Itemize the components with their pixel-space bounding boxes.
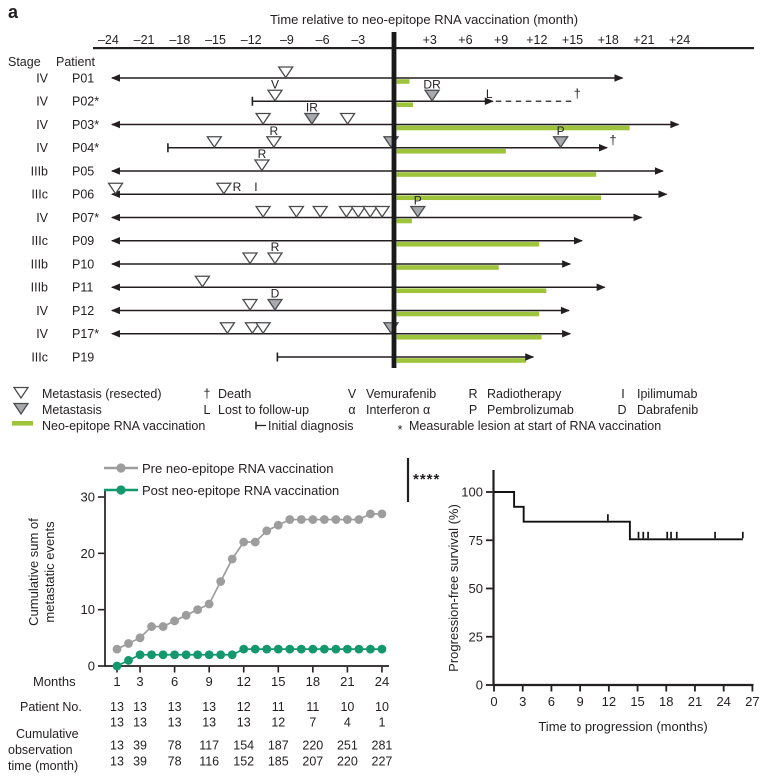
metastasis-resected-marker bbox=[339, 207, 353, 218]
axis-tick-label: +12 bbox=[526, 33, 548, 47]
patient-no-post-value: 13 bbox=[236, 715, 251, 730]
data-point-post bbox=[193, 650, 202, 659]
patient-no-pre-value: 13 bbox=[202, 700, 217, 714]
patient-no-pre-value: 12 bbox=[236, 700, 251, 714]
metastasis-resected-marker bbox=[279, 67, 293, 78]
legend-label: Metastasis bbox=[42, 403, 102, 417]
patient-id: P05 bbox=[72, 164, 95, 179]
patient-no-post-value: 4 bbox=[343, 715, 351, 730]
data-point-pre bbox=[285, 515, 294, 524]
metastasis-resected-marker bbox=[256, 323, 270, 334]
stage-value: IV bbox=[36, 94, 48, 109]
x-tick-label: 12 bbox=[236, 674, 251, 689]
panel-a-label: a bbox=[8, 2, 19, 22]
axis-tick-label: –18 bbox=[169, 33, 191, 47]
vaccination-bar bbox=[397, 358, 526, 363]
left-arrowhead bbox=[111, 260, 120, 267]
data-point-pre bbox=[251, 538, 260, 547]
data-point-pre bbox=[124, 639, 133, 648]
metastasis-resected-marker bbox=[268, 90, 282, 101]
metastasis-resected-marker bbox=[341, 114, 355, 125]
vaccination-bar bbox=[397, 195, 601, 200]
y-tick-label: 20 bbox=[80, 545, 95, 561]
legend-label: Neo-epitope RNA vaccination bbox=[42, 419, 206, 433]
vaccination-bar bbox=[397, 79, 410, 84]
patient-id: P11 bbox=[72, 280, 94, 295]
x-tick-label: 21 bbox=[687, 694, 703, 709]
axis-tick-label: –21 bbox=[133, 33, 155, 47]
patient-id: P10 bbox=[72, 257, 95, 272]
metastasis-resected-marker bbox=[109, 183, 123, 194]
y-tick-label: 25 bbox=[468, 629, 483, 645]
patient-no-pre-value: 13 bbox=[167, 700, 182, 714]
y-tick-label: 30 bbox=[80, 489, 95, 505]
data-point-post bbox=[239, 645, 248, 654]
legend-label: Interferon α bbox=[366, 403, 431, 417]
y-axis-title: metastatic events bbox=[42, 521, 57, 623]
left-arrowhead bbox=[111, 74, 120, 81]
legend-label: Dabrafenib bbox=[637, 403, 699, 417]
data-point-pre bbox=[297, 515, 306, 524]
right-arrowhead bbox=[597, 284, 606, 291]
series-line-post bbox=[117, 649, 382, 666]
data-point-post bbox=[366, 645, 375, 654]
right-arrowhead bbox=[655, 167, 664, 174]
data-point-pre bbox=[193, 605, 202, 614]
right-arrowhead bbox=[574, 237, 583, 244]
obs-time-pre-value: 220 bbox=[302, 738, 324, 753]
metastasis-resected-marker bbox=[363, 207, 377, 218]
x-tick-label: 0 bbox=[490, 694, 498, 709]
data-point-post bbox=[205, 650, 214, 659]
patient-id: P17* bbox=[72, 327, 100, 342]
axis-tick-label: –6 bbox=[315, 33, 330, 47]
right-arrowhead bbox=[561, 307, 570, 314]
legend-symbol: L bbox=[203, 403, 211, 417]
data-point-pre bbox=[239, 538, 248, 547]
axis-tick-label: +3 bbox=[422, 33, 437, 47]
series-line-pre bbox=[117, 514, 382, 649]
data-point-pre bbox=[136, 633, 145, 642]
y-tick-label: 0 bbox=[475, 677, 483, 693]
x-tick-label: 24 bbox=[716, 694, 731, 709]
patient-row-P05 bbox=[31, 147, 664, 178]
stage-value: IIIc bbox=[31, 234, 48, 249]
data-point-post bbox=[159, 650, 168, 659]
x-tick-label: 9 bbox=[576, 694, 584, 709]
chart-legend-label: Pre neo-epitope RNA vaccination bbox=[142, 461, 334, 476]
obs-time-pre-value: 13 bbox=[110, 738, 124, 753]
patient-no-pre-value: 10 bbox=[375, 700, 389, 714]
data-point-post bbox=[262, 645, 271, 654]
patient-row-P06 bbox=[31, 180, 667, 202]
metastasis-resected-legend-icon bbox=[14, 388, 28, 399]
y-tick-label: 75 bbox=[468, 532, 483, 548]
legend-label: Vemurafenib bbox=[366, 387, 437, 401]
obs-time-post-value: 185 bbox=[267, 754, 289, 769]
data-point-post bbox=[297, 645, 306, 654]
right-arrowhead bbox=[614, 74, 623, 81]
patient-id: P03* bbox=[72, 117, 100, 132]
data-point-pre bbox=[216, 577, 225, 586]
data-point-post bbox=[113, 662, 122, 671]
legend-label: Measurable lesion at start of RNA vaccination bbox=[409, 419, 662, 433]
patient-no-post-value: 1 bbox=[378, 715, 386, 730]
obs-time-label: Cumulative bbox=[16, 727, 79, 741]
axis-tick-label: +15 bbox=[561, 33, 584, 47]
x-tick-label: 15 bbox=[630, 694, 645, 709]
data-point-post bbox=[355, 645, 364, 654]
stage-value: IV bbox=[36, 303, 48, 318]
obs-time-pre-value: 78 bbox=[167, 738, 182, 753]
x-tick-label: 9 bbox=[205, 674, 213, 689]
metastasis-resected-marker bbox=[243, 300, 257, 311]
data-point-post bbox=[378, 645, 387, 654]
y-axis-title: Progression-free survival (%) bbox=[446, 504, 461, 672]
patient-id: P01 bbox=[72, 71, 95, 86]
y-tick-label: 0 bbox=[87, 658, 95, 674]
left-arrowhead bbox=[111, 330, 120, 337]
patient-row-P03 bbox=[36, 101, 679, 132]
left-arrowhead bbox=[111, 284, 120, 291]
significance-stars: **** bbox=[413, 471, 441, 488]
patient-no-pre-value: 10 bbox=[340, 700, 355, 714]
metastasis-resected-marker bbox=[313, 207, 327, 218]
legend-label: Radiotherapy bbox=[487, 387, 562, 401]
legend-symbol: R bbox=[468, 387, 478, 401]
swimmer-title: Time relative to neo-epitope RNA vaccination (month) bbox=[269, 12, 579, 27]
treatment-letter: P bbox=[413, 193, 422, 208]
chart-legend-dot bbox=[116, 485, 125, 494]
treatment-letter: I bbox=[254, 179, 258, 194]
metastasis-resected-marker bbox=[256, 114, 270, 125]
legend-symbol: † bbox=[203, 387, 211, 401]
metastasis-resected-marker bbox=[255, 160, 269, 171]
patient-no-pre-value: 13 bbox=[133, 700, 147, 714]
axis-tick-label: +9 bbox=[493, 33, 509, 47]
legend-symbol: α bbox=[348, 403, 356, 417]
x-tick-label: 21 bbox=[340, 674, 355, 689]
patient-no-post-value: 13 bbox=[202, 715, 217, 730]
patient-column-header: Patient bbox=[56, 55, 95, 69]
patient-row-P01 bbox=[36, 67, 623, 85]
vaccination-bar bbox=[397, 219, 412, 224]
right-arrowhead bbox=[525, 353, 534, 360]
metastasis-marker bbox=[305, 114, 319, 125]
data-point-post bbox=[147, 650, 156, 659]
x-tick-label: 6 bbox=[170, 674, 179, 689]
patient-no-pre-value: 13 bbox=[110, 700, 124, 714]
patient-no-pre-value: 11 bbox=[306, 700, 320, 714]
obs-time-label: observation bbox=[8, 743, 73, 757]
right-arrowhead bbox=[659, 191, 668, 198]
km-survival-curve bbox=[494, 492, 743, 539]
patient-row-P09 bbox=[31, 234, 583, 248]
patient-no-pre-value: 11 bbox=[271, 700, 285, 714]
patient-no-post-value: 13 bbox=[110, 715, 124, 730]
obs-time-pre-value: 39 bbox=[133, 738, 147, 753]
data-point-pre bbox=[170, 617, 179, 626]
patient-id: P04* bbox=[72, 141, 100, 156]
metastasis-resected-marker bbox=[195, 276, 209, 287]
treatment-letter: R bbox=[269, 123, 279, 138]
treatment-letter: IR bbox=[305, 100, 318, 115]
data-point-post bbox=[343, 645, 352, 654]
treatment-letter: R bbox=[232, 179, 242, 194]
right-arrowhead bbox=[562, 330, 571, 337]
legend-symbol: I bbox=[621, 387, 625, 401]
time-axis-line bbox=[93, 47, 754, 49]
metastasis-resected-marker bbox=[351, 207, 365, 218]
patient-row-P11 bbox=[31, 276, 606, 294]
obs-time-pre-value: 281 bbox=[371, 738, 393, 753]
chart-legend-dot bbox=[116, 463, 125, 472]
vaccination-bar bbox=[397, 242, 540, 247]
data-point-pre bbox=[366, 510, 375, 519]
data-point-post bbox=[182, 650, 191, 659]
patient-row-P17 bbox=[36, 323, 571, 341]
metastasis-resected-marker bbox=[289, 207, 303, 218]
y-tick-label: 100 bbox=[461, 484, 483, 500]
stage-value: IV bbox=[36, 117, 48, 132]
metastasis-legend-icon bbox=[14, 404, 28, 415]
right-arrowhead bbox=[670, 121, 679, 128]
legend-symbol: D bbox=[617, 403, 627, 417]
legend-label: Lost to follow-up bbox=[218, 403, 310, 417]
data-point-post bbox=[136, 650, 145, 659]
pfs-kaplan-meier-chart bbox=[440, 453, 766, 783]
metastasis-resected-marker bbox=[217, 183, 231, 194]
obs-time-post-value: 227 bbox=[371, 754, 393, 769]
obs-time-post-value: 220 bbox=[336, 754, 358, 769]
obs-time-pre-value: 154 bbox=[233, 738, 255, 753]
obs-time-label: time (month) bbox=[8, 759, 79, 773]
metastasis-resected-marker bbox=[375, 207, 389, 218]
patient-no-post-value: 12 bbox=[271, 715, 286, 730]
treatment-letter: DR bbox=[423, 77, 441, 92]
stage-value: IIIb bbox=[30, 164, 48, 179]
x-tick-label: 18 bbox=[305, 674, 321, 689]
axis-tick-label: –12 bbox=[240, 33, 262, 47]
data-point-post bbox=[274, 645, 283, 654]
right-arrowhead bbox=[599, 144, 608, 151]
data-point-post bbox=[331, 645, 340, 654]
obs-time-pre-value: 251 bbox=[336, 738, 358, 753]
data-point-pre bbox=[320, 515, 329, 524]
months-axis-label: Months bbox=[33, 674, 76, 689]
data-point-pre bbox=[205, 600, 214, 609]
legend-symbol: V bbox=[347, 387, 357, 401]
x-tick-label: 6 bbox=[547, 694, 556, 709]
x-tick-label: 3 bbox=[136, 674, 144, 689]
data-point-post bbox=[285, 645, 294, 654]
metastasis-marker bbox=[411, 207, 425, 218]
x-tick-label: 1 bbox=[113, 674, 121, 689]
death-dagger: † bbox=[573, 85, 581, 101]
axis-tick-label: +24 bbox=[668, 33, 691, 47]
data-point-post bbox=[308, 645, 317, 654]
stage-value: IV bbox=[36, 71, 48, 86]
left-arrowhead bbox=[111, 214, 120, 221]
patient-no-post-value: 13 bbox=[167, 715, 182, 730]
treatment-letter: L bbox=[485, 86, 493, 101]
stage-value: IIIb bbox=[30, 257, 48, 272]
data-point-post bbox=[228, 650, 237, 659]
data-point-pre bbox=[355, 515, 364, 524]
chart-legend-label: Post neo-epitope RNA vaccination bbox=[142, 483, 340, 498]
legend-symbol: * bbox=[397, 423, 403, 437]
vaccination-start-line bbox=[392, 32, 397, 368]
x-tick-label: 3 bbox=[519, 694, 527, 709]
y-tick-label: 50 bbox=[468, 581, 483, 596]
obs-time-pre-value: 187 bbox=[267, 738, 289, 753]
data-point-pre bbox=[182, 611, 191, 620]
vaccination-bar-legend-icon bbox=[12, 421, 33, 426]
stage-column-header: Stage bbox=[8, 55, 41, 69]
data-point-pre bbox=[228, 555, 237, 564]
legend-label: Initial diagnosis bbox=[268, 419, 354, 433]
obs-time-post-value: 152 bbox=[233, 754, 255, 769]
legend-symbol: P bbox=[468, 403, 478, 417]
x-tick-label: 27 bbox=[745, 694, 760, 709]
vaccination-bar bbox=[397, 102, 413, 107]
vaccination-bar bbox=[397, 172, 597, 177]
data-point-post bbox=[124, 656, 133, 665]
obs-time-post-value: 116 bbox=[199, 754, 220, 769]
y-tick-label: 10 bbox=[80, 602, 95, 618]
axis-tick-label: –3 bbox=[351, 33, 366, 47]
left-arrowhead bbox=[111, 121, 120, 128]
data-point-post bbox=[216, 650, 225, 659]
right-arrowhead bbox=[562, 260, 571, 267]
patient-id: P12 bbox=[72, 303, 95, 318]
axis-tick-label: –15 bbox=[205, 33, 226, 47]
metastasis-resected-marker bbox=[256, 207, 270, 218]
data-point-pre bbox=[308, 515, 317, 524]
vaccination-bar bbox=[397, 288, 547, 293]
treatment-letter: P bbox=[556, 123, 565, 138]
patient-id: P07* bbox=[72, 210, 100, 225]
stage-value: IV bbox=[36, 141, 48, 156]
stage-value: IV bbox=[36, 210, 48, 225]
patient-no-post-value: 13 bbox=[133, 715, 147, 730]
patient-row-P19 bbox=[31, 350, 534, 364]
legend-label: Metastasis (resected) bbox=[42, 387, 162, 401]
stage-value: IIIc bbox=[31, 187, 48, 202]
data-point-pre bbox=[262, 526, 271, 535]
patient-id: P09 bbox=[72, 234, 95, 249]
obs-time-post-value: 78 bbox=[167, 754, 182, 769]
left-arrowhead bbox=[111, 237, 120, 244]
data-point-pre bbox=[113, 645, 122, 654]
swimmer-legend bbox=[12, 387, 698, 437]
y-axis-title: Cumulative sum of bbox=[26, 518, 41, 626]
obs-time-post-value: 207 bbox=[302, 754, 324, 769]
obs-time-pre-value: 117 bbox=[199, 738, 220, 753]
vaccination-bar bbox=[397, 335, 542, 340]
data-point-pre bbox=[159, 622, 168, 631]
metastasis-resected-marker bbox=[243, 253, 257, 264]
vaccination-bar bbox=[397, 312, 540, 317]
metastasis-resected-marker bbox=[267, 137, 281, 148]
data-point-pre bbox=[378, 510, 387, 519]
axis-tick-label: +18 bbox=[597, 33, 619, 47]
left-arrowhead bbox=[111, 307, 120, 314]
vaccination-bar bbox=[397, 149, 506, 154]
treatment-letter: R bbox=[257, 147, 267, 161]
stage-value: IIIc bbox=[31, 350, 48, 365]
axis-tick-label: –9 bbox=[279, 33, 294, 47]
metastasis-resected-marker bbox=[268, 253, 282, 264]
treatment-letter: R bbox=[270, 240, 280, 254]
metastasis-resected-marker bbox=[220, 323, 234, 334]
axis-tick-label: –24 bbox=[97, 33, 119, 47]
metastasis-marker bbox=[554, 137, 568, 148]
data-point-post bbox=[170, 650, 179, 659]
left-arrowhead bbox=[111, 167, 120, 174]
data-point-pre bbox=[147, 622, 156, 631]
data-point-post bbox=[251, 645, 260, 654]
metastasis-resected-marker bbox=[207, 137, 221, 148]
patient-id: P06 bbox=[72, 187, 95, 202]
vaccination-bar bbox=[397, 126, 630, 131]
legend-label: Ipilimumab bbox=[637, 387, 698, 401]
axis-tick-label: +21 bbox=[633, 33, 655, 47]
metastasis-marker bbox=[268, 300, 282, 311]
x-axis-title: Time to progression (months) bbox=[538, 719, 708, 734]
stage-value: IV bbox=[36, 327, 48, 342]
vaccination-bar bbox=[397, 265, 499, 270]
data-point-pre bbox=[343, 515, 352, 524]
data-point-pre bbox=[274, 521, 283, 530]
data-point-post bbox=[320, 645, 329, 654]
data-point-pre bbox=[331, 515, 340, 524]
stage-value: IIIb bbox=[30, 280, 48, 295]
legend-label: Pembrolizumab bbox=[487, 403, 574, 417]
patient-id: P19 bbox=[72, 350, 95, 365]
treatment-letter: D bbox=[270, 286, 280, 301]
x-tick-label: 24 bbox=[374, 674, 390, 689]
x-tick-label: 15 bbox=[271, 674, 286, 689]
right-arrowhead bbox=[634, 214, 643, 221]
obs-time-post-value: 39 bbox=[133, 754, 147, 769]
metastasis-marker bbox=[425, 90, 439, 101]
legend-label: Death bbox=[218, 387, 252, 401]
patient-no-label: Patient No. bbox=[20, 700, 82, 714]
obs-time-post-value: 13 bbox=[110, 754, 124, 769]
axis-tick-label: +6 bbox=[458, 33, 473, 47]
treatment-letter: V bbox=[270, 77, 280, 92]
cumulative-events-chart bbox=[0, 453, 440, 783]
patient-no-post-value: 7 bbox=[309, 715, 317, 730]
death-dagger: † bbox=[609, 132, 617, 148]
patient-rows bbox=[31, 67, 680, 364]
x-tick-label: 12 bbox=[601, 694, 617, 709]
patient-id: P02* bbox=[72, 94, 100, 109]
x-tick-label: 18 bbox=[659, 694, 674, 709]
